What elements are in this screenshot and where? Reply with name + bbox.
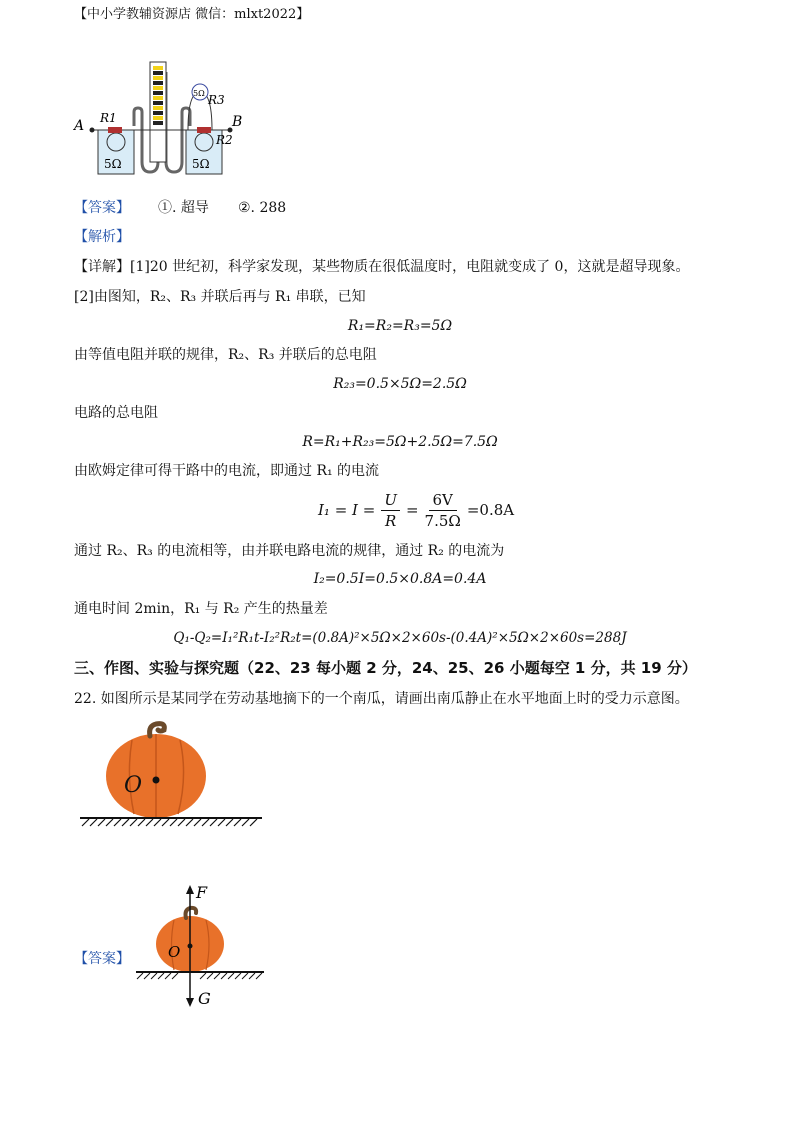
- svg-text:G: G: [198, 989, 211, 1008]
- equation-3: R=R₁+R₂₃=5Ω+2.5Ω=7.5Ω: [302, 434, 498, 450]
- pumpkin-force-diagram: [132, 882, 272, 1010]
- answer-2: ②. 288: [238, 200, 287, 216]
- store-header: 【中小学教辅资源店 微信：mlxt2022】: [74, 7, 310, 22]
- explain-line-7: 通电时间 2min，R₁ 与 R₂ 产生的热量差: [74, 601, 328, 617]
- pumpkin-figure: [76, 720, 266, 832]
- explain-line-3: 由等值电阻并联的规律，R₂、R₃ 并联后的总电阻: [74, 347, 377, 363]
- explain-line-4: 电路的总电阻: [74, 405, 158, 421]
- svg-text:F: F: [196, 883, 208, 902]
- svg-text:B: B: [232, 114, 243, 130]
- equation-4: I₁ = I = $\frac{U}{R}$ = $\frac{6V}{7.5\Omega}$ =0.8A: [318, 490, 515, 530]
- answer-1: ①. 超导: [158, 200, 209, 216]
- svg-text:5Ω: 5Ω: [193, 89, 205, 98]
- detail-text: [1]20 世纪初，科学家发现，某些物质在很低温度时，电阻就变成了 0，这就是超导现象。: [130, 259, 690, 275]
- equation-1: R₁=R₂=R₃=5Ω: [347, 318, 453, 334]
- answer-tag: 【答案】: [74, 200, 130, 216]
- fraction-u-r: $\frac{U}{R}$: [381, 490, 400, 531]
- equation-2: R₂₃=0.5×5Ω=2.5Ω: [333, 376, 467, 392]
- svg-text:O: O: [124, 773, 143, 798]
- equation-6: Q₁-Q₂=I₁²R₁t-I₂²R₂t=(0.8A)²×5Ω×2×60s-(0.4A)²×5Ω×2×60s=288J: [173, 630, 627, 646]
- question-22-text: 22. 如图所示是某同学在劳动基地摘下的一个南瓜，请画出南瓜静止在水平地面上时的受力示意图。: [74, 691, 689, 707]
- circuit-figure: [70, 52, 270, 182]
- detail-line: [74, 258, 689, 276]
- section-heading: 三、作图、实验与探究题（22、23 每小题 2 分，24、25、26 小题每空 1 分，共 19 分）: [74, 659, 697, 677]
- svg-text:A: A: [74, 118, 85, 134]
- fraction-values: $\frac{6V}{7.5\Omega}$: [424, 490, 461, 530]
- resistor-r1: [108, 127, 122, 133]
- analysis-tag: 【解析】: [74, 229, 130, 245]
- explain-line-5: 由欧姆定律可得干路中的电流，即通过 R₁ 的电流: [74, 463, 380, 479]
- svg-text:O: O: [168, 943, 181, 961]
- explain-line-6: 通过 R₂、R₃ 的电流相等，由并联电路电流的规律，通过 R₂ 的电流为: [74, 543, 505, 559]
- equation-5: I₂=0.5I=0.5×0.8A=0.4A: [313, 571, 487, 587]
- center-point: [153, 777, 160, 784]
- resistor-r2: [197, 127, 211, 133]
- svg-text:R3: R3: [208, 93, 225, 107]
- svg-text:R2: R2: [216, 133, 233, 147]
- q22-answer-tag: 【答案】: [74, 951, 130, 967]
- svg-text:R1: R1: [100, 111, 117, 125]
- svg-text:5Ω: 5Ω: [192, 157, 210, 171]
- explain-line-2: [2]由图知，R₂、R₃ 并联后再与 R₁ 串联，已知: [74, 289, 366, 305]
- detail-tag: 【详解】: [74, 259, 130, 275]
- svg-text:5Ω: 5Ω: [104, 157, 122, 171]
